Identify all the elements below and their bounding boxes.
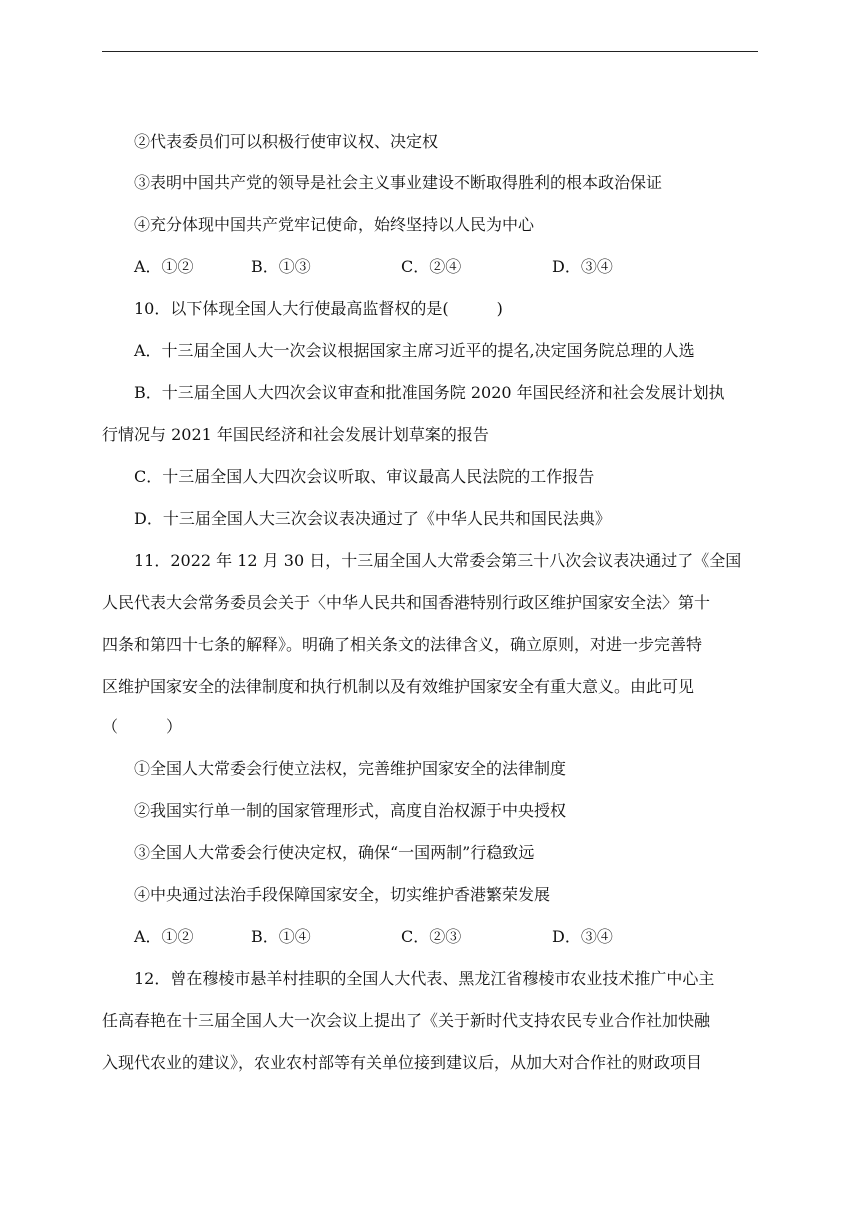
- q10-choice-a: A．十三届全国人大一次会议根据国家主席习近平的提名,决定国务院总理的人选: [134, 341, 695, 360]
- q9-options: [134, 256, 794, 278]
- q10-choice-b: B．十三届全国人大四次会议审查和批准国务院 2020 年国民经济和社会发展计划执: [134, 383, 725, 402]
- header-rule: [102, 51, 758, 52]
- q11-stem-line-4: 区维护国家安全的法律制度和执行机制以及有效维护国家安全有重大意义。由此可见: [102, 677, 695, 696]
- q11-option-c: C．②③: [401, 927, 462, 946]
- q11-option-b: B．①④: [251, 927, 311, 946]
- q11-item-3: ③全国人大常委会行使决定权，确保“一国两制”行稳致远: [134, 843, 535, 862]
- q9-item-4: ④充分体现中国共产党牢记使命，始终坚持以人民为中心: [134, 215, 535, 234]
- q12-stem-line-3: 入现代农业的建议》，农业农村部等有关单位接到建议后，从加大对合作社的财政项目: [102, 1053, 703, 1072]
- q11-stem-line-1: 11．2022 年 12 月 30 日，十三届全国人大常委会第三十八次会议表决通过了《全国: [134, 551, 742, 570]
- q9-item-3: ③表明中国共产党的领导是社会主义事业建设不断取得胜利的根本政治保证: [134, 173, 663, 192]
- q10-choice-b-cont: 行情况与 2021 年国民经济和社会发展计划草案的报告: [102, 425, 489, 444]
- q11-stem-line-2: 人民代表大会常务委员会关于〈中华人民共和国香港特别行政区维护国家安全法〉第十: [102, 593, 711, 612]
- q11-options: [134, 926, 794, 948]
- q9-option-a: A．①②: [134, 257, 194, 276]
- q11-item-4: ④中央通过法治手段保障国家安全，切实维护香港繁荣发展: [134, 885, 551, 904]
- q11-stem-line-3: 四条和第四十七条的解释》。明确了相关条文的法律含义，确立原则，对进一步完善特: [102, 635, 703, 654]
- q10-choice-d: D．十三届全国人大三次会议表决通过了《中华人民共和国民法典》: [134, 509, 611, 528]
- q12-stem-line-2: 任高春艳在十三届全国人大一次会议上提出了《关于新时代支持农民专业合作社加快融: [102, 1011, 711, 1030]
- q9-option-c: C．②④: [401, 257, 462, 276]
- q11-item-1: ①全国人大常委会行使立法权，完善维护国家安全的法律制度: [134, 759, 567, 778]
- q9-item-2: ②代表委员们可以积极行使审议权、决定权: [134, 132, 439, 151]
- q10-choice-c: C．十三届全国人大四次会议听取、审议最高人民法院的工作报告: [134, 467, 595, 486]
- q9-option-b: B．①③: [251, 257, 311, 276]
- q9-option-d: D．③④: [552, 257, 613, 276]
- q11-answer-blank: （ ）: [102, 717, 183, 736]
- q11-option-d: D．③④: [552, 927, 613, 946]
- q12-stem-line-1: 12．曾在穆棱市悬羊村挂职的全国人大代表、黑龙江省穆棱市农业技术推广中心主: [134, 969, 715, 988]
- q10-stem: 10．以下体现全国人大行使最高监督权的是( ): [134, 299, 503, 318]
- q11-option-a: A．①②: [134, 927, 194, 946]
- q11-item-2: ②我国实行单一制的国家管理形式，高度自治权源于中央授权: [134, 801, 567, 820]
